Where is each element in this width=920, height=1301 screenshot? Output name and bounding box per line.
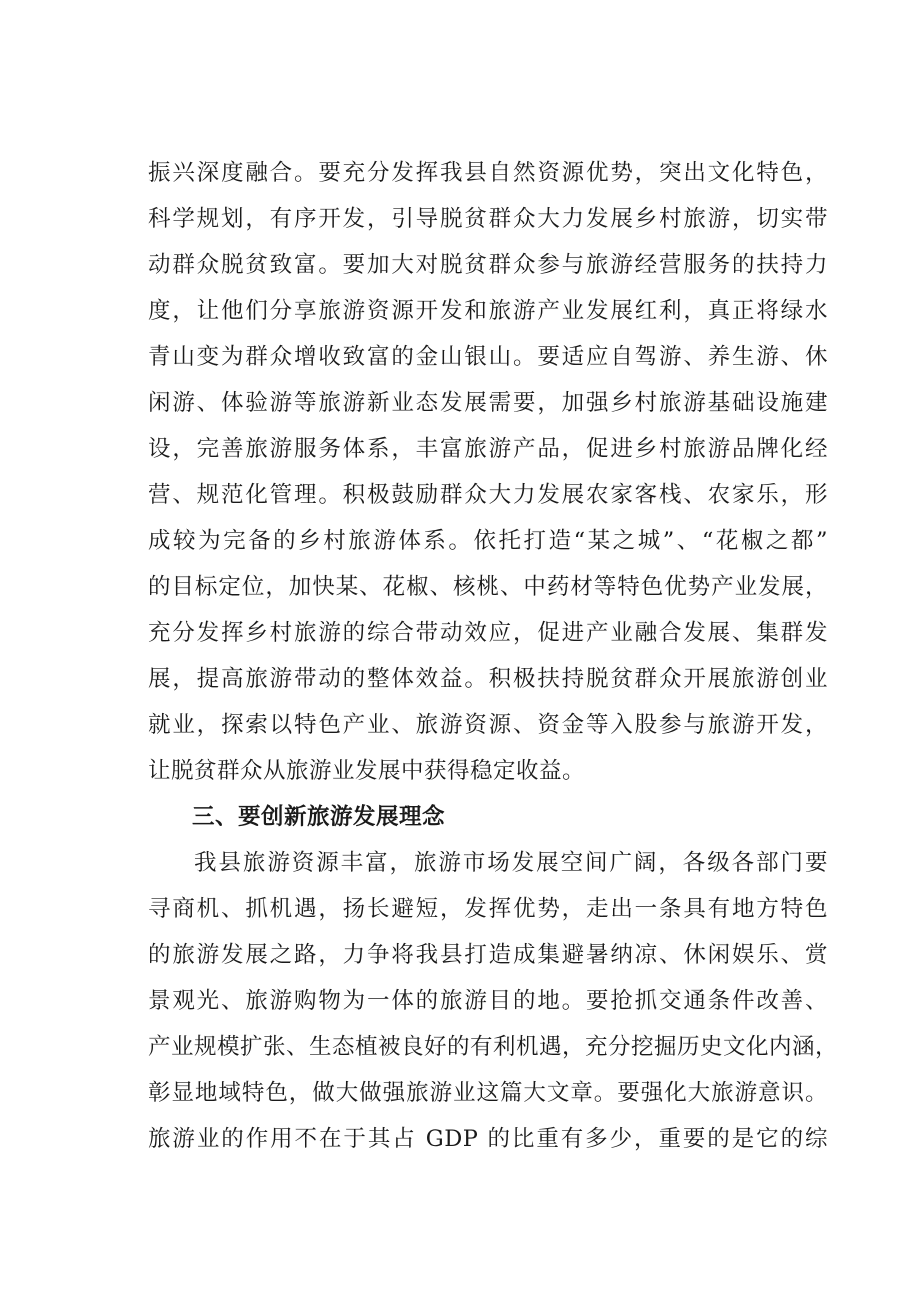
text-line: 设，完善旅游服务体系，丰富旅游产品，促进乡村旅游品牌化经 — [148, 436, 828, 462]
text-line: 充分发挥乡村旅游的综合带动效应，促进产业融合发展、集群发 — [148, 620, 828, 646]
text-line: 产业规模扩张、生态植被良好的有利机遇，充分挖掘历史文化内涵， — [148, 1034, 839, 1060]
text-line: 让脱贫群众从旅游业发展中获得稳定收益。 — [148, 758, 586, 784]
text-line: 的旅游发展之路，力争将我县打造成集避暑纳凉、休闲娱乐、赏 — [148, 942, 828, 968]
text-line: 我县旅游资源丰富，旅游市场发展空间广阔，各级各部门要 — [194, 850, 828, 876]
text-line: 度，让他们分享旅游资源开发和旅游产业发展红利，真正将绿水 — [148, 298, 828, 324]
text-line: 就业，探索以特色产业、旅游资源、资金等入股参与旅游开发， — [148, 712, 828, 738]
text-line: 青山变为群众增收致富的金山银山。要适应自驾游、养生游、休 — [148, 344, 828, 370]
text-line: 科学规划，有序开发，引导脱贫群众大力发展乡村旅游，切实带 — [148, 206, 828, 232]
text-line: 彰显地域特色，做大做强旅游业这篇大文章。要强化大旅游意识。 — [148, 1080, 828, 1106]
text-line: 动群众脱贫致富。要加大对脱贫群众参与旅游经营服务的扶持力 — [148, 252, 828, 278]
section-heading: 三、要创新旅游发展理念 — [192, 804, 446, 830]
text-line: 成较为完备的乡村旅游体系。依托打造“某之城”、“花椒之都” — [148, 528, 828, 554]
text-line: 闲游、体验游等旅游新业态发展需要，加强乡村旅游基础设施建 — [148, 390, 828, 416]
text-line: 营、规范化管理。积极鼓励群众大力发展农家客栈、农家乐，形 — [148, 482, 828, 508]
paragraph-innovation — [148, 840, 839, 1162]
text-line: 展，提高旅游带动的整体效益。积极扶持脱贫群众开展旅游创业 — [148, 666, 828, 692]
text-line: 旅游业的作用不在于其占 GDP 的比重有多少，重要的是它的综 — [148, 1126, 828, 1152]
text-line: 的目标定位，加快某、花椒、核桃、中药材等特色优势产业发展， — [148, 574, 828, 600]
text-line: 景观光、旅游购物为一体的旅游目的地。要抢抓交通条件改善、 — [148, 988, 828, 1014]
text-line: 振兴深度融合。要充分发挥我县自然资源优势，突出文化特色， — [148, 160, 828, 186]
document-page — [148, 150, 839, 1162]
paragraph-rural-tourism — [148, 150, 828, 794]
text-line: 寻商机、抓机遇，扬长避短，发挥优势，走出一条具有地方特色 — [148, 896, 828, 922]
